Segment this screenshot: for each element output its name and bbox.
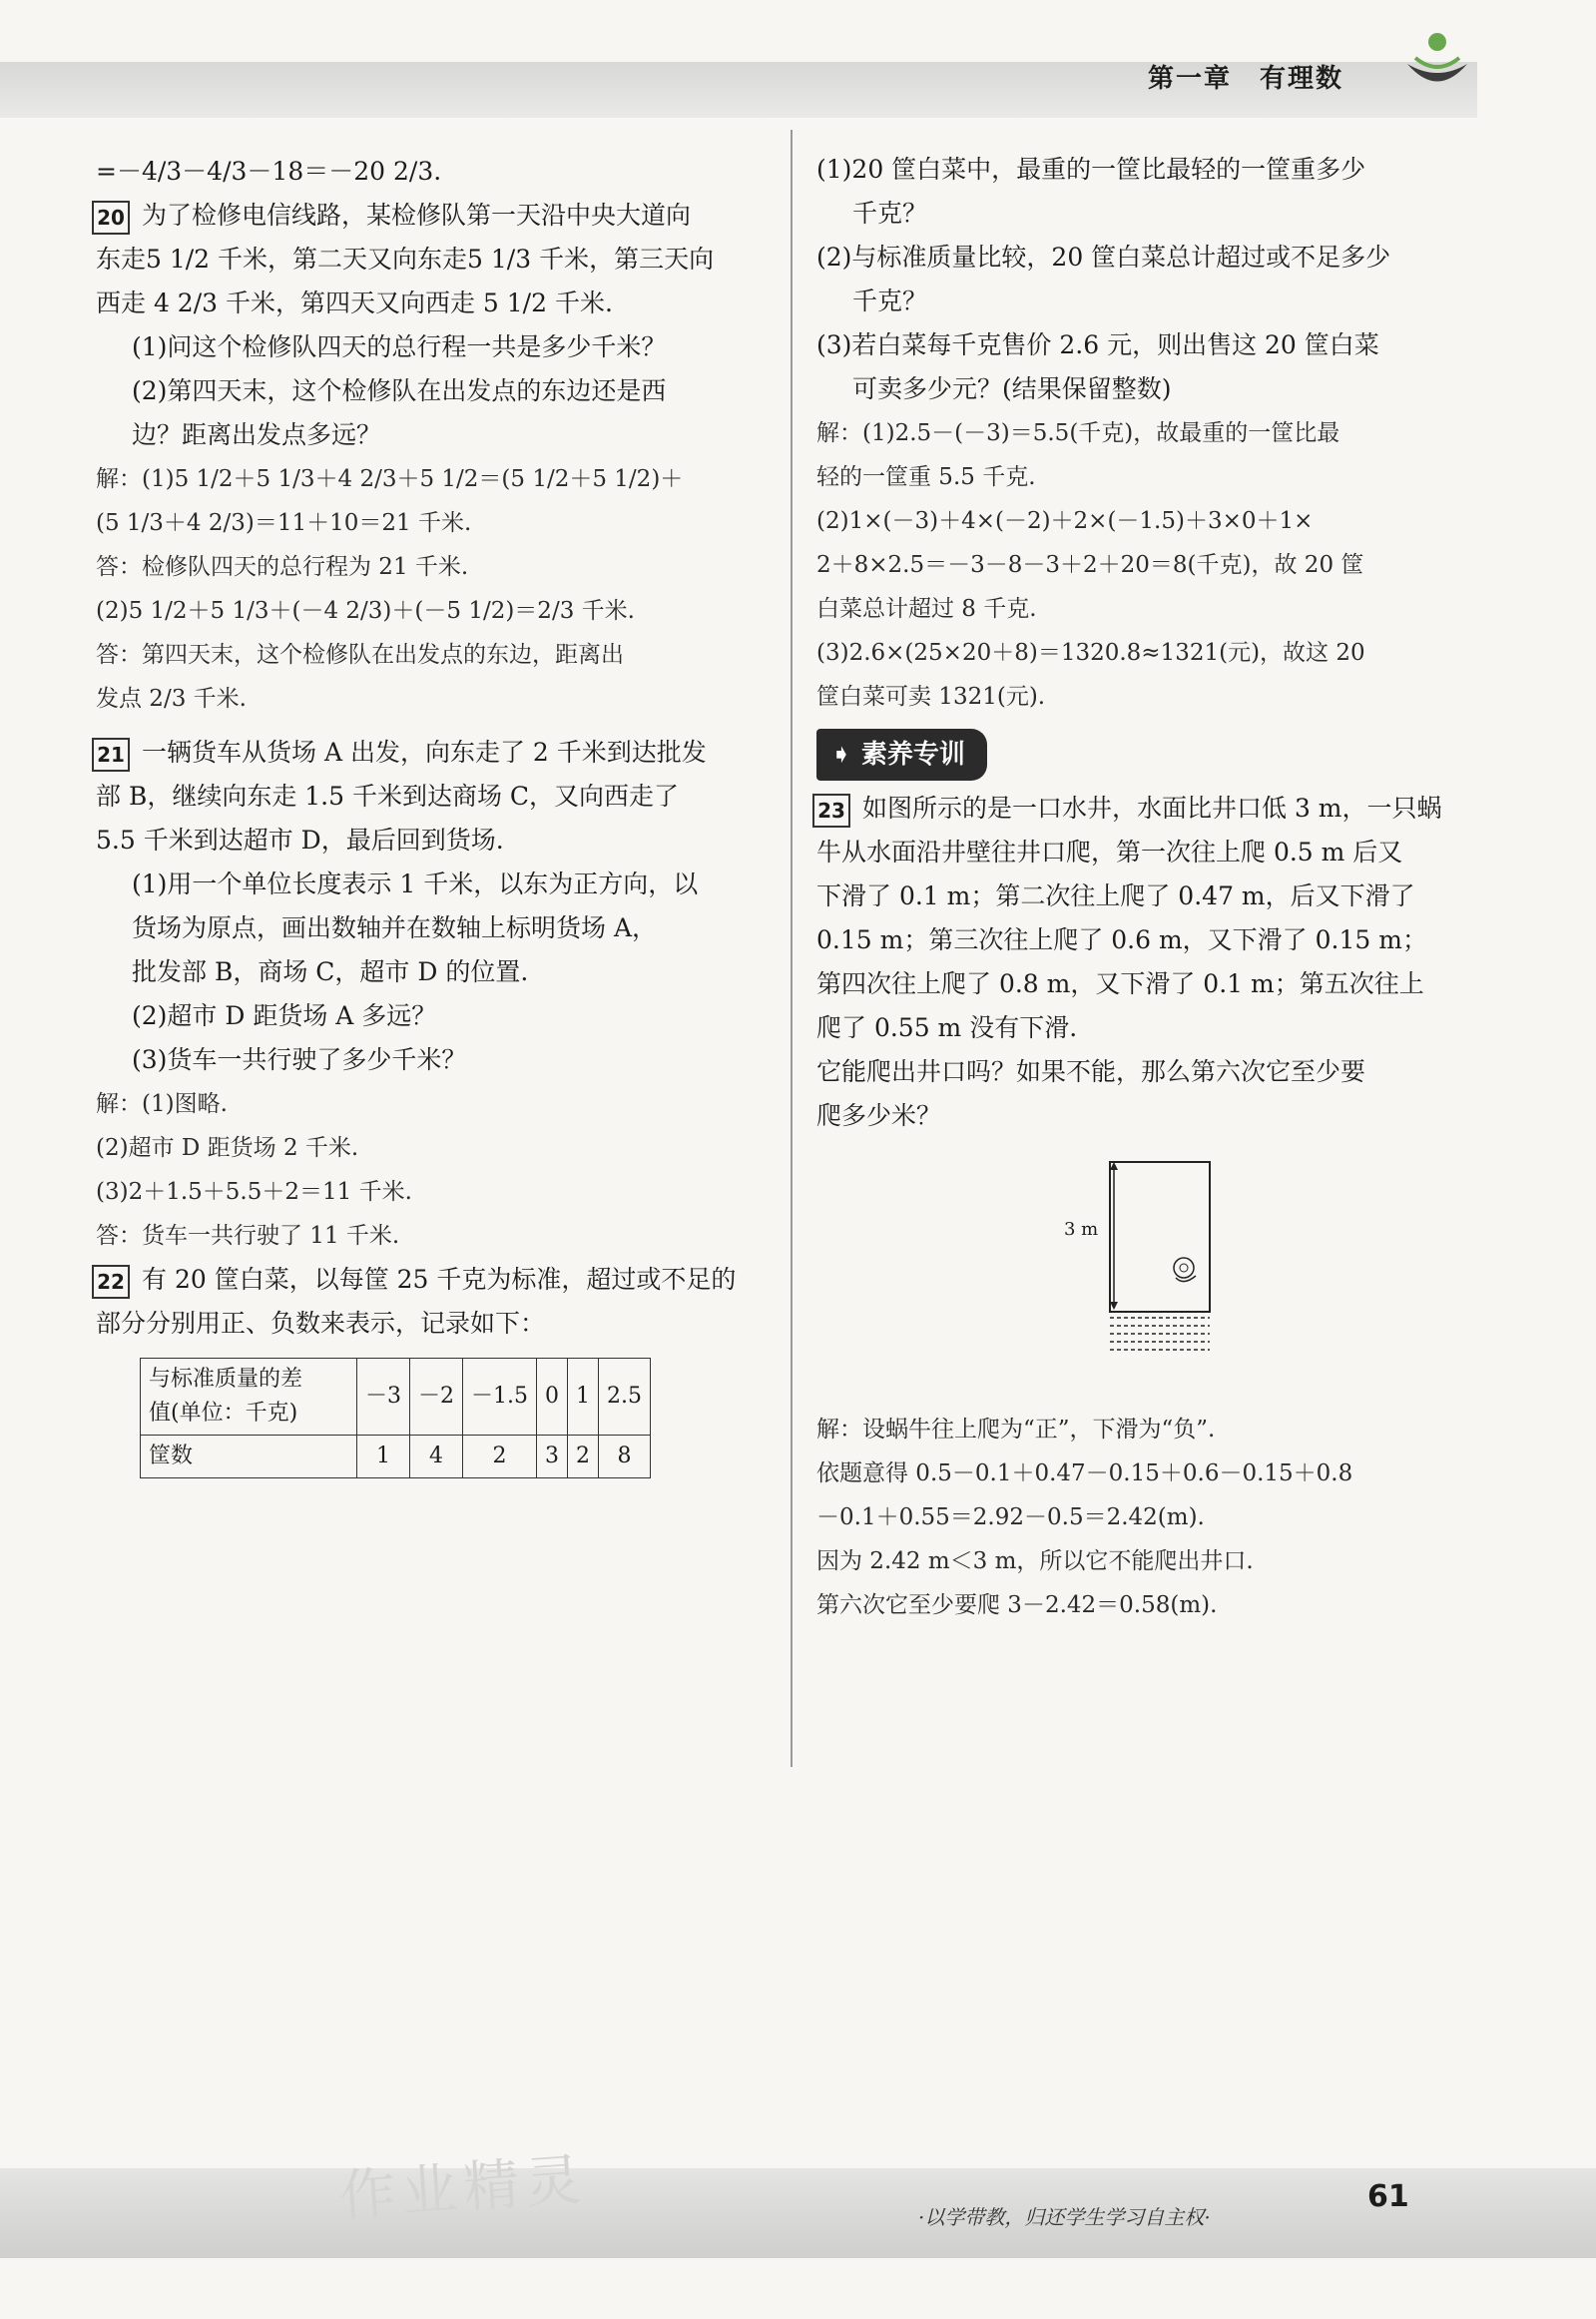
chapter-number: 第一章 — [1148, 64, 1233, 94]
table-cell: 3 — [537, 1436, 568, 1478]
table-row — [141, 1359, 651, 1436]
table-cell: 8 — [599, 1436, 651, 1478]
q20-solution-4: (2)5 1/2＋5 1/3＋(－4 2/3)＋(－5 1/2)＝2/3 千米. — [96, 598, 635, 624]
page-number: 61 — [1367, 2179, 1409, 2214]
q21-part1c: 批发部 B，商场 C，超市 D 的位置. — [132, 957, 529, 986]
well-diagram-icon — [1084, 1158, 1224, 1398]
well-depth-label: 3 m — [1064, 1219, 1099, 1240]
q22-line1: 有 20 筐白菜，以每筐 25 千克为标准，超过或不足的 — [142, 1265, 737, 1294]
table-cell: －1.5 — [463, 1359, 537, 1436]
q23-line3: 下滑了 0.1 m；第二次往上爬了 0.47 m，后又下滑了 — [816, 881, 1415, 910]
question-number: 22 — [92, 1265, 130, 1299]
q20-part2a: (2)第四天末，这个检修队在出发点的东边还是西 — [132, 376, 667, 405]
q23-line6: 爬了 0.55 m 没有下滑. — [816, 1013, 1078, 1042]
q20-part2b: 边？距离出发点多远？ — [132, 420, 382, 449]
q23-line2: 牛从水面沿井壁往井口爬，第一次往上爬 0.5 m 后又 — [816, 838, 1403, 867]
q22-part2a: (2)与标准质量比较，20 筐白菜总计超过或不足多少 — [816, 243, 1391, 272]
table-header-cell: 筐数 — [141, 1436, 357, 1478]
q22-solution-7: 筐白菜可卖 1321(元). — [816, 684, 1046, 710]
q20-solution-3: 答：检修队四天的总行程为 21 千米. — [96, 554, 469, 580]
q23-line4: 0.15 m；第三次往上爬了 0.6 m，又下滑了 0.15 m； — [816, 925, 1427, 954]
q20-solution-6: 发点 2/3 千米. — [96, 686, 247, 712]
q21-part1b: 货场为原点，画出数轴并在数轴上标明货场 A， — [132, 913, 658, 942]
q21-solution-4: 答：货车一共行驶了 11 千米. — [96, 1223, 400, 1249]
q22-line2: 部分分别用正、负数来表示，记录如下： — [96, 1309, 546, 1338]
q23-solution-1: 解：设蜗牛往上爬为“正”，下滑为“负”. — [816, 1417, 1216, 1443]
q22-part3b: 可卖多少元？(结果保留整数) — [852, 374, 1172, 403]
q20-solution-2: (5 1/3＋4 2/3)＝11＋10＝21 千米. — [96, 510, 472, 536]
continued-equation: =－4/3－4/3－18＝－20 2/3. — [96, 157, 442, 186]
table-row — [141, 1436, 651, 1478]
q22-part3a: (3)若白菜每千克售价 2.6 元，则出售这 20 筐白菜 — [816, 330, 1379, 359]
footer-slogan: ·以学带教，归还学生学习自主权· — [918, 2205, 1211, 2229]
question-21 — [96, 731, 765, 1258]
q23-line5: 第四次往上爬了 0.8 m，又下滑了 0.1 m；第五次往上 — [816, 969, 1424, 998]
table-header-cell: 与标准质量的差 值(单位：千克) — [141, 1359, 357, 1436]
well-figure — [1064, 1158, 1224, 1398]
q21-solution-3: (3)2＋1.5＋5.5＋2＝11 千米. — [96, 1179, 412, 1205]
q21-solution-2: (2)超市 D 距货场 2 千米. — [96, 1135, 359, 1161]
question-number: 23 — [812, 794, 850, 828]
right-column — [816, 148, 1490, 1627]
table-cell: －2 — [410, 1359, 463, 1436]
q21-part3: (3)货车一共行驶了多少千米？ — [132, 1045, 467, 1074]
table-cell: －3 — [357, 1359, 410, 1436]
watermark-text: 作业精灵 — [337, 2147, 590, 2230]
q22-solution-6: (3)2.6×(25×20＋8)＝1320.8≈1321(元)，故这 20 — [816, 640, 1365, 666]
question-23 — [816, 787, 1490, 1627]
table-cell: 2 — [568, 1436, 599, 1478]
q20-part1: (1)问这个检修队四天的总行程一共是多少千米？ — [132, 332, 667, 361]
cabbage-weight-table — [140, 1358, 651, 1478]
table-cell: 4 — [410, 1436, 463, 1478]
question-22 — [96, 1258, 765, 1478]
q21-line1: 一辆货车从货场 A 出发，向东走了 2 千米到达批发 — [142, 738, 707, 767]
q20-line2: 东走5 1/2 千米，第二天又向东走5 1/3 千米，第三天向 — [96, 245, 715, 274]
q22-solution-5: 白菜总计超过 8 千克. — [816, 596, 1037, 622]
q20-solution-1: 解：(1)5 1/2＋5 1/3＋4 2/3＋5 1/2＝(5 1/2＋5 1/2)＋ — [96, 466, 684, 492]
q22-solution-3: (2)1×(－3)＋4×(－2)＋2×(－1.5)＋3×0＋1× — [816, 508, 1314, 534]
q23-solution-3: －0.1＋0.55＝2.92－0.5＝2.42(m). — [816, 1504, 1205, 1530]
column-divider — [791, 130, 793, 1767]
q22-part2b: 千克？ — [852, 287, 928, 315]
question-number: 20 — [92, 201, 130, 235]
q20-line1: 为了检修电信线路，某检修队第一天沿中央大道向 — [142, 201, 692, 230]
q21-solution-1: 解：(1)图略. — [96, 1091, 228, 1117]
q21-line3: 5.5 千米到达超市 D，最后回到货场. — [96, 826, 504, 855]
q22-solution-2: 轻的一筐重 5.5 千克. — [816, 464, 1036, 490]
q23-line1: 如图所示的是一口水井，水面比井口低 3 m，一只蜗 — [862, 794, 1442, 823]
table-cell: 2.5 — [599, 1359, 651, 1436]
q22-part1b: 千克？ — [852, 199, 928, 228]
q23-solution-4: 因为 2.42 m＜3 m，所以它不能爬出井口. — [816, 1548, 1254, 1574]
table-cell: 0 — [537, 1359, 568, 1436]
question-number: 21 — [92, 738, 130, 772]
chapter-title: 有理数 — [1260, 64, 1344, 94]
q22-part1a: (1)20 筐白菜中，最重的一筐比最轻的一筐重多少 — [816, 155, 1366, 184]
q21-part1a: (1)用一个单位长度表示 1 千米，以东为正方向，以 — [132, 870, 699, 898]
table-cell: 1 — [568, 1359, 599, 1436]
q22-solution-4: 2＋8×2.5＝－3－8－3＋2＋20＝8(千克)，故 20 筐 — [816, 552, 1364, 578]
publisher-logo-icon — [1397, 24, 1477, 104]
left-column — [96, 150, 765, 1478]
q20-line3: 西走 4 2/3 千米，第四天又向西走 5 1/2 千米. — [96, 289, 613, 317]
section-banner: ➧ 素养专训 — [816, 729, 987, 781]
q23-line7: 它能爬出井口吗？如果不能，那么第六次它至少要 — [816, 1057, 1366, 1086]
q21-part2: (2)超市 D 距货场 A 多远？ — [132, 1001, 437, 1030]
chapter-header — [1148, 58, 1343, 95]
q21-line2: 部 B，继续向东走 1.5 千米到达商场 C，又向西走了 — [96, 782, 680, 811]
q23-line8: 爬多少米？ — [816, 1101, 942, 1130]
footer-band — [0, 2168, 1596, 2258]
q23-solution-5: 第六次它至少要爬 3－2.42＝0.58(m). — [816, 1592, 1218, 1618]
table-cell: 2 — [463, 1436, 537, 1478]
q23-solution-2: 依题意得 0.5－0.1＋0.47－0.15＋0.6－0.15＋0.8 — [816, 1460, 1353, 1486]
question-20 — [96, 194, 765, 721]
q20-solution-5: 答：第四天末，这个检修队在出发点的东边，距离出 — [96, 642, 624, 668]
q22-solution-1: 解：(1)2.5－(－3)＝5.5(千克)，故最重的一筐比最 — [816, 420, 1340, 446]
table-cell: 1 — [357, 1436, 410, 1478]
